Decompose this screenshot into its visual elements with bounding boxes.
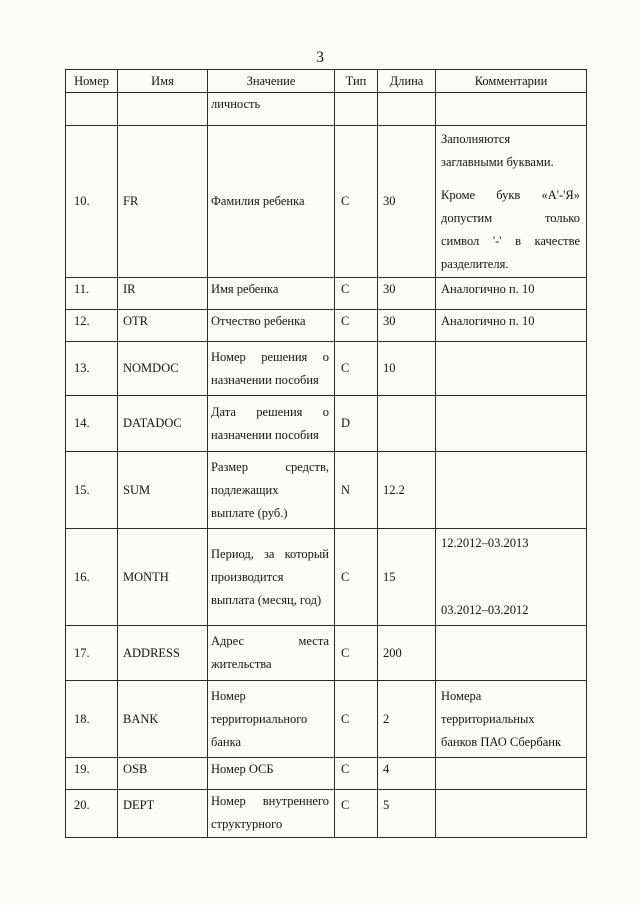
table-row: [66, 758, 587, 790]
comment-cell: [436, 758, 587, 790]
num-cell: 19.: [66, 758, 118, 790]
value-cell: Имя ребенка: [208, 278, 335, 310]
comment-cell: Номера территориальных банков ПАО Сбербанк: [436, 681, 587, 758]
comment-cell: [436, 452, 587, 529]
value-cell: Номер решения о назначении пособия: [208, 342, 335, 396]
header-comments: Комментарии: [436, 70, 587, 93]
value-cell: личность: [208, 93, 335, 126]
page-number: 3: [316, 49, 324, 66]
comment-cell: [436, 790, 587, 838]
value-cell: Период, за который производится выплата (месяц, год): [208, 529, 335, 626]
length-cell: 200: [378, 626, 436, 681]
type-cell: N: [335, 452, 378, 529]
table-row: [66, 529, 587, 626]
type-cell: C: [335, 310, 378, 342]
num-cell: 20.: [66, 790, 118, 838]
length-cell: 12.2: [378, 452, 436, 529]
table-row: [66, 452, 587, 529]
table-row: [66, 126, 587, 278]
type-cell: C: [335, 790, 378, 838]
comment-cell: [436, 396, 587, 452]
comment-cell: Заполняются заглавными буквами. Кроме букв «А'-'Я» допустим только символ '-' в качестве разделителя.: [436, 126, 587, 278]
table-row: [66, 626, 587, 681]
num-cell: 16.: [66, 529, 118, 626]
num-cell: 12.: [66, 310, 118, 342]
length-cell: 4: [378, 758, 436, 790]
type-cell: D: [335, 396, 378, 452]
num-cell: 10.: [66, 126, 118, 278]
name-cell: MONTH: [118, 529, 208, 626]
num-cell: 17.: [66, 626, 118, 681]
num-cell: 15.: [66, 452, 118, 529]
comment-cell: [436, 342, 587, 396]
length-cell: 15: [378, 529, 436, 626]
comment-cell: Аналогично п. 10: [436, 278, 587, 310]
comment-cell: Аналогично п. 10: [436, 310, 587, 342]
table-row: [66, 790, 587, 838]
value-cell: Номер территориального банка: [208, 681, 335, 758]
header-number: Номер: [66, 70, 118, 93]
type-cell: C: [335, 758, 378, 790]
field-spec-table: [65, 69, 587, 838]
header-value: Значение: [208, 70, 335, 93]
name-cell: FR: [118, 126, 208, 278]
type-cell: C: [335, 126, 378, 278]
length-cell: 10: [378, 342, 436, 396]
name-cell: SUM: [118, 452, 208, 529]
num-cell: 13.: [66, 342, 118, 396]
value-cell: Отчество ребенка: [208, 310, 335, 342]
name-cell: OSB: [118, 758, 208, 790]
type-cell: C: [335, 529, 378, 626]
table-row: [66, 310, 587, 342]
type-cell: C: [335, 342, 378, 396]
length-cell: 2: [378, 681, 436, 758]
type-cell: C: [335, 681, 378, 758]
table-row: [66, 342, 587, 396]
name-cell: BANK: [118, 681, 208, 758]
type-cell: C: [335, 278, 378, 310]
name-cell: IR: [118, 278, 208, 310]
header-name: Имя: [118, 70, 208, 93]
name-cell: ADDRESS: [118, 626, 208, 681]
value-cell: Дата решения о назначении пособия: [208, 396, 335, 452]
name-cell: DEPT: [118, 790, 208, 838]
length-cell: 5: [378, 790, 436, 838]
value-cell: Адрес места жительства: [208, 626, 335, 681]
length-cell: 30: [378, 278, 436, 310]
length-cell: 30: [378, 310, 436, 342]
value-cell: Размер средств, подлежащих выплате (руб.): [208, 452, 335, 529]
comment-cell: [436, 626, 587, 681]
header-type: Тип: [335, 70, 378, 93]
comment-cell: 12.2012–03.2013 03.2012–03.2012: [436, 529, 587, 626]
name-cell: NOMDOC: [118, 342, 208, 396]
value-cell: Номер внутреннего структурного: [208, 790, 335, 838]
value-cell: Номер ОСБ: [208, 758, 335, 790]
name-cell: DATADOC: [118, 396, 208, 452]
num-cell: 14.: [66, 396, 118, 452]
header-length: Длина: [378, 70, 436, 93]
num-cell: 11.: [66, 278, 118, 310]
value-cell: Фамилия ребенка: [208, 126, 335, 278]
table-row-continuation: [66, 93, 587, 126]
table-row: [66, 681, 587, 758]
type-cell: C: [335, 626, 378, 681]
table-header-row: [66, 70, 587, 93]
length-cell: [378, 396, 436, 452]
length-cell: 30: [378, 126, 436, 278]
table-row: [66, 396, 587, 452]
num-cell: 18.: [66, 681, 118, 758]
name-cell: OTR: [118, 310, 208, 342]
table-row: [66, 278, 587, 310]
